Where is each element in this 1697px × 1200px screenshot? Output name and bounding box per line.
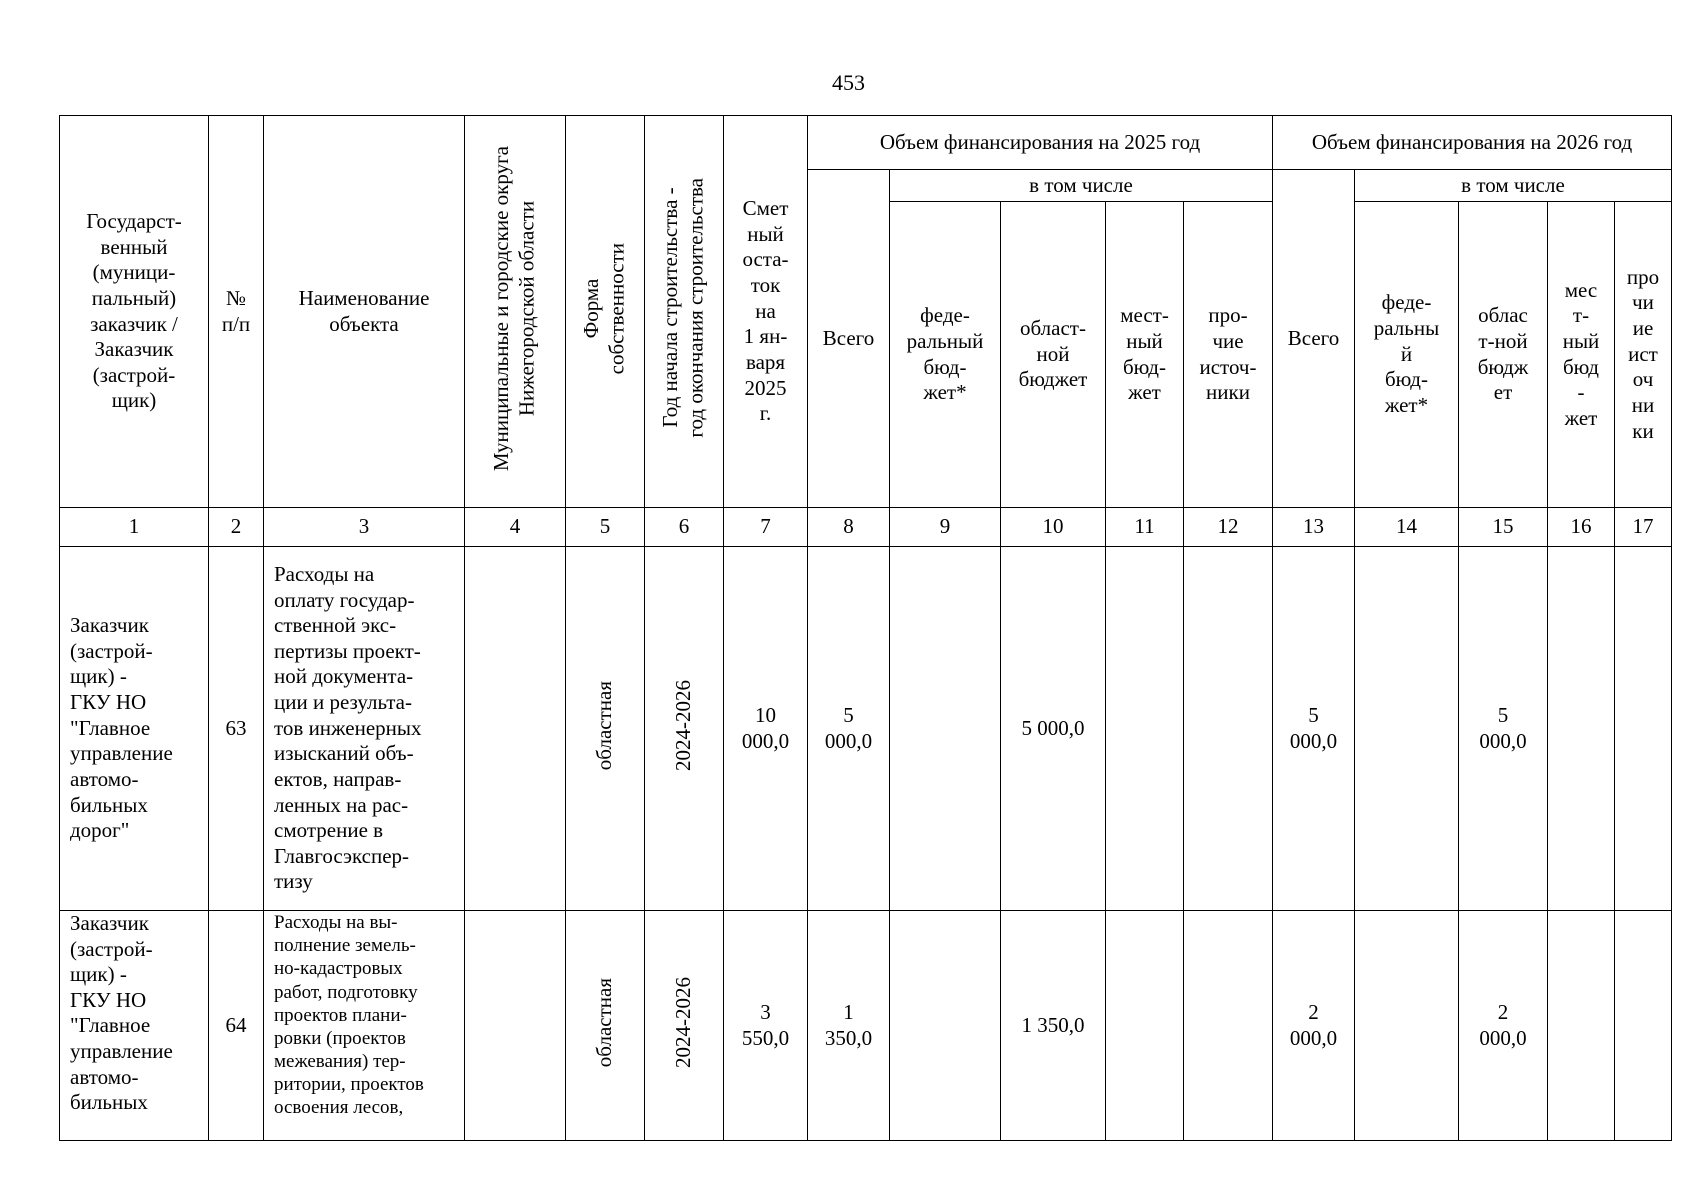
- page-number: 453: [832, 70, 865, 95]
- column-number: 5: [566, 508, 645, 547]
- row-regional-2025: 5 000,0: [1001, 547, 1106, 911]
- header-total-2026: Всего: [1273, 170, 1355, 508]
- column-number: 15: [1459, 508, 1548, 547]
- header-years: Год начала строительства - год окончания строительства: [658, 178, 708, 438]
- header-years-cell: [645, 116, 724, 508]
- row-number: 64: [209, 911, 264, 1141]
- header-remaining: Смет ный оста- ток на 1 ян- варя 2025 г.: [724, 116, 808, 508]
- row-regional-2025: 1 350,0: [1001, 911, 1106, 1141]
- row-remaining: 3 550,0: [724, 911, 808, 1141]
- header-number: № п/п: [209, 116, 264, 508]
- column-number: 16: [1548, 508, 1615, 547]
- header-including-2026: в том числе: [1355, 170, 1672, 202]
- row-ownership-cell: [566, 911, 645, 1141]
- row-federal-2025: [890, 547, 1001, 911]
- header-funding-2025: Объем финансирования на 2025 год: [808, 116, 1273, 170]
- row-years-cell: [645, 547, 724, 911]
- row-number: 63: [209, 547, 264, 911]
- row-other-2025: [1184, 547, 1273, 911]
- column-number: 13: [1273, 508, 1355, 547]
- row-regional-2026: 5 000,0: [1459, 547, 1548, 911]
- header-funding-2026: Объем финансирования на 2026 год: [1273, 116, 1672, 170]
- column-number-row: [60, 508, 1672, 547]
- header-other-2025: про- чие источ- ники: [1184, 202, 1273, 508]
- row-object-name: Расходы на вы- полнение земель- но-кадастровых работ, подготовку проектов плани- ровки (проектов межевания) тер- ритории, проектов освоения лесов,: [264, 911, 465, 1141]
- row-other-2026: [1615, 547, 1672, 911]
- row-other-2025: [1184, 911, 1273, 1141]
- row-remaining: 10 000,0: [724, 547, 808, 911]
- header-regional-2026: облас т-ной бюдж ет: [1459, 202, 1548, 508]
- row-total-2025: 1 350,0: [808, 911, 890, 1141]
- header-including-2025: в том числе: [890, 170, 1273, 202]
- row-federal-2026: [1355, 911, 1459, 1141]
- column-number: 3: [264, 508, 465, 547]
- header-districts-cell: [465, 116, 566, 508]
- header-regional-2025: област- ной бюджет: [1001, 202, 1106, 508]
- header-object-name: Наименование объекта: [264, 116, 465, 508]
- row-years: 2024-2026: [671, 976, 696, 1068]
- row-total-2025: 5 000,0: [808, 547, 890, 911]
- header-federal-2025: феде- ральный бюд- жет*: [890, 202, 1001, 508]
- header-customer: Государст- венный (муници- пальный) заказчик / Заказчик (застрой- щик): [60, 116, 209, 508]
- column-number: 6: [645, 508, 724, 547]
- row-other-2026: [1615, 911, 1672, 1141]
- row-total-2026: 5 000,0: [1273, 547, 1355, 911]
- column-number: 2: [209, 508, 264, 547]
- row-ownership: областная: [592, 680, 617, 770]
- row-local-2026: [1548, 911, 1615, 1141]
- column-number: 7: [724, 508, 808, 547]
- header-local-2026: мес т- ный бюд - жет: [1548, 202, 1615, 508]
- column-number: 9: [890, 508, 1001, 547]
- column-number: 1: [60, 508, 209, 547]
- row-district: [465, 911, 566, 1141]
- header-local-2025: мест- ный бюд- жет: [1106, 202, 1184, 508]
- header-total-2025: Всего: [808, 170, 890, 508]
- row-local-2025: [1106, 911, 1184, 1141]
- column-number: 10: [1001, 508, 1106, 547]
- table-row: [60, 911, 1672, 1141]
- column-number: 4: [465, 508, 566, 547]
- row-local-2026: [1548, 547, 1615, 911]
- column-number: 8: [808, 508, 890, 547]
- row-customer: Заказчик (застрой- щик) - ГКУ НО "Главное управление автомо- бильных: [60, 911, 209, 1141]
- row-local-2025: [1106, 547, 1184, 911]
- row-federal-2025: [890, 911, 1001, 1141]
- row-customer: Заказчик (застрой- щик) - ГКУ НО "Главное управление автомо- бильных дорог": [60, 547, 209, 911]
- row-years: 2024-2026: [671, 679, 696, 771]
- column-number: 17: [1615, 508, 1672, 547]
- row-total-2026: 2 000,0: [1273, 911, 1355, 1141]
- column-number: 11: [1106, 508, 1184, 547]
- row-regional-2026: 2 000,0: [1459, 911, 1548, 1141]
- row-ownership-cell: [566, 547, 645, 911]
- header-federal-2026: феде- ральны й бюд- жет*: [1355, 202, 1459, 508]
- table-row: [60, 547, 1672, 911]
- header-districts: Муниципальные и городские округа Нижегородской области: [489, 145, 539, 471]
- row-object-name: Расходы на оплату государ- ственной экс- пертизы проект- ной документа- ции и результа- тов инженерных изысканий объ- ектов, направ- ленных на рас- смотрение в Главгосэкспер- тизу: [264, 547, 465, 911]
- column-number: 14: [1355, 508, 1459, 547]
- header-ownership: Форма собственности: [579, 242, 629, 374]
- row-federal-2026: [1355, 547, 1459, 911]
- column-number: 12: [1184, 508, 1273, 547]
- row-years-cell: [645, 911, 724, 1141]
- row-district: [465, 547, 566, 911]
- construction-budget-table: [59, 115, 1672, 1141]
- row-ownership: областная: [592, 977, 617, 1067]
- header-ownership-cell: [566, 116, 645, 508]
- header-other-2026: про чи ие ист оч ни ки: [1615, 202, 1672, 508]
